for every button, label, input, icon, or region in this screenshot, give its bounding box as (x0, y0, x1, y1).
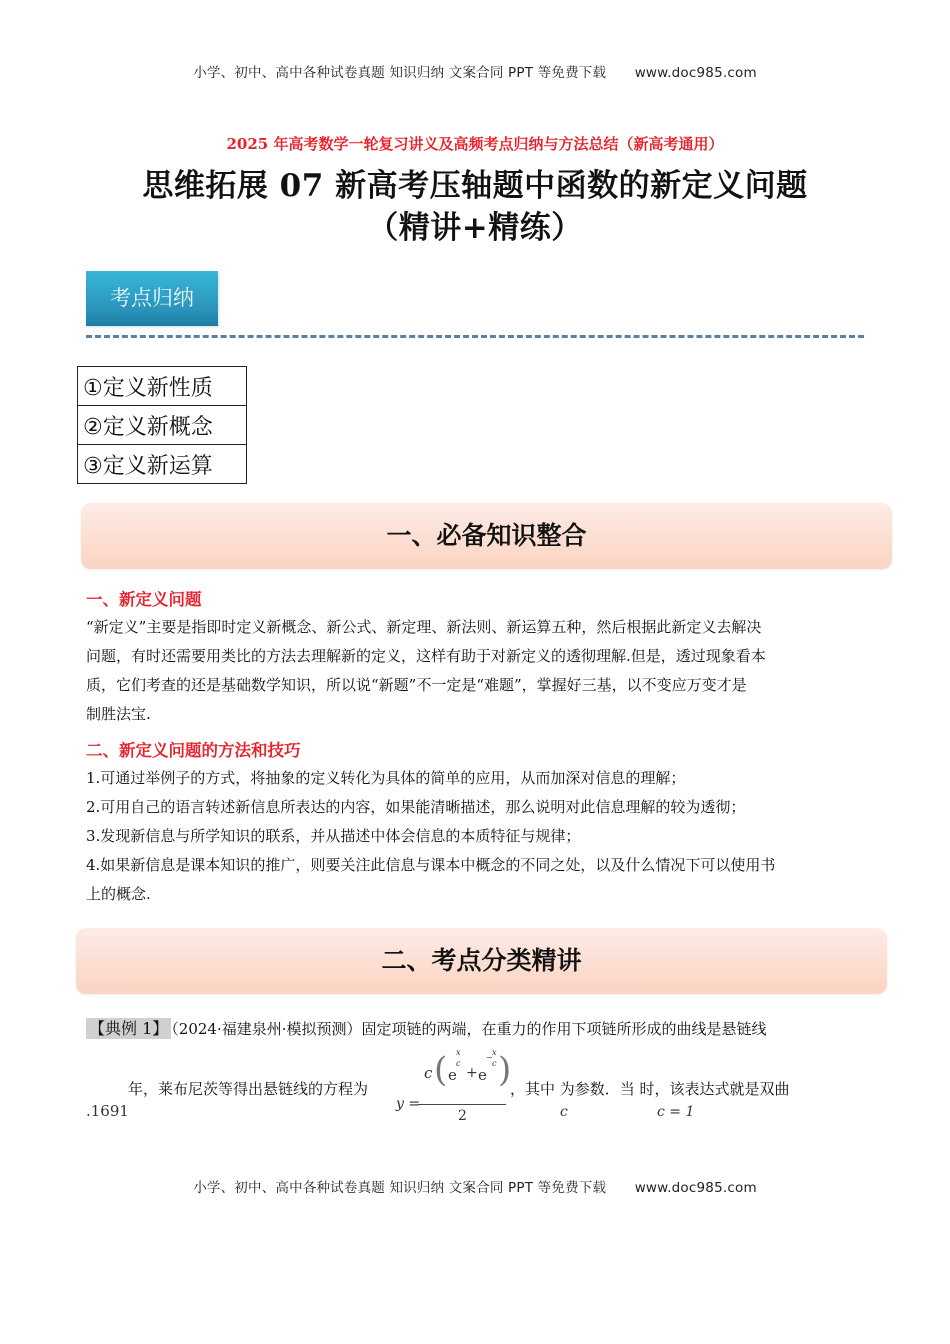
year-text: .1691 (86, 1102, 129, 1120)
text-line: 问题，有时还需要用类比的方法去理解新的定义，这样有助于对新定义的透彻理解.但是，透过现象看本 (86, 647, 766, 665)
catenary-formula (396, 1044, 512, 1126)
heading-methods: 二、新定义问题的方法和技巧 (86, 741, 301, 760)
text-line: 质，它们考查的还是基础数学知识，所以说“新题”不一定是“难题”，掌握好三基，以不变应万变才是 (86, 676, 747, 694)
table-row (78, 445, 247, 484)
exp2-den: c (492, 1059, 497, 1068)
formula-lhs: y = (396, 1096, 421, 1112)
list-item: 上的概念. (86, 885, 151, 903)
text-line: 制胜法宝. (86, 705, 151, 723)
var-c: c (560, 1104, 568, 1120)
formula-plus: + (466, 1065, 478, 1081)
page-footer (0, 1176, 950, 1196)
doc-subtitle: 2025 年高考数学一轮复习讲义及高频考点归纳与方法总结（新高考通用） (226, 135, 724, 153)
text-line: “新定义”主要是指即时定义新概念、新公式、新定理、新法则、新运算五种，然后根据此新定义去解决 (86, 618, 762, 636)
exp2-num: x (492, 1048, 497, 1057)
table-row (78, 367, 247, 406)
heading-new-definition: 一、新定义问题 (86, 590, 202, 609)
formula-e2: e (478, 1066, 487, 1084)
list-item: 3.发现新信息与所学知识的联系，并从描述中体会信息的本质特征与规律； (86, 827, 581, 845)
doc-title-line2: （精讲+精练） (367, 210, 583, 246)
topics-table (77, 366, 247, 484)
page-header (0, 61, 950, 81)
list-item: 2.可用自己的语言转述新信息所表达的内容，如果能清晰描述，那么说明对此信息理解的较为透彻； (86, 798, 746, 816)
exp2-sign: − (486, 1053, 493, 1062)
fraction-bar (418, 1104, 506, 1105)
doc-title: 思维拓展 07 新高考压轴题中函数的新定义问题 (142, 168, 808, 204)
formula-den: 2 (458, 1108, 467, 1124)
header-url-link[interactable]: www.doc985.com (634, 65, 757, 81)
right-paren: ) (498, 1050, 512, 1090)
example-1-line2a: 年，莱布尼茨等得出悬链线的方程为 (128, 1080, 369, 1098)
list-item: 1.可通过举例子的方式，将抽象的定义转化为具体的简单的应用，从而加深对信息的理解； (86, 769, 686, 787)
exp1-num: x (456, 1048, 461, 1057)
example-1-line1 (86, 1016, 767, 1039)
formula-c: c (424, 1064, 433, 1082)
table-row (78, 406, 247, 445)
dashed-divider (86, 335, 864, 338)
example-text: （2024·福建泉州·模拟预测）固定项链的两端，在重力的作用下项链所形成的曲线是悬链线 (171, 1020, 767, 1038)
condition-c-equals-1: c = 1 (657, 1104, 695, 1120)
example-label: 【典例 1】 (86, 1018, 171, 1039)
formula-e1: e (448, 1066, 457, 1084)
topic-cell: ③定义新运算 (78, 445, 247, 484)
footer-url-link[interactable]: www.doc985.com (634, 1180, 757, 1196)
example-1-line2b: ，其中 为参数．当 时，该表达式就是双曲 (510, 1080, 790, 1098)
topic-cell: ①定义新性质 (78, 367, 247, 406)
topic-cell: ②定义新概念 (78, 406, 247, 445)
section-banner-classified: 二、考点分类精讲 (76, 928, 887, 994)
header-text: 小学、初中、高中各种试卷真题 知识归纳 文案合同 PPT 等免费下载 (193, 65, 607, 81)
exp1-den: c (456, 1059, 461, 1068)
paragraph-new-definition (86, 613, 866, 729)
footer-text: 小学、初中、高中各种试卷真题 知识归纳 文案合同 PPT 等免费下载 (193, 1180, 607, 1196)
topic-summary-badge: 考点归纳 (86, 271, 218, 326)
section-banner-knowledge: 一、必备知识整合 (81, 503, 892, 569)
left-paren: ( (434, 1050, 448, 1090)
list-item: 4.如果新信息是课本知识的推广，则要关注此信息与课本中概念的不同之处，以及什么情况下可以使用书 (86, 856, 776, 874)
methods-list (86, 764, 866, 909)
